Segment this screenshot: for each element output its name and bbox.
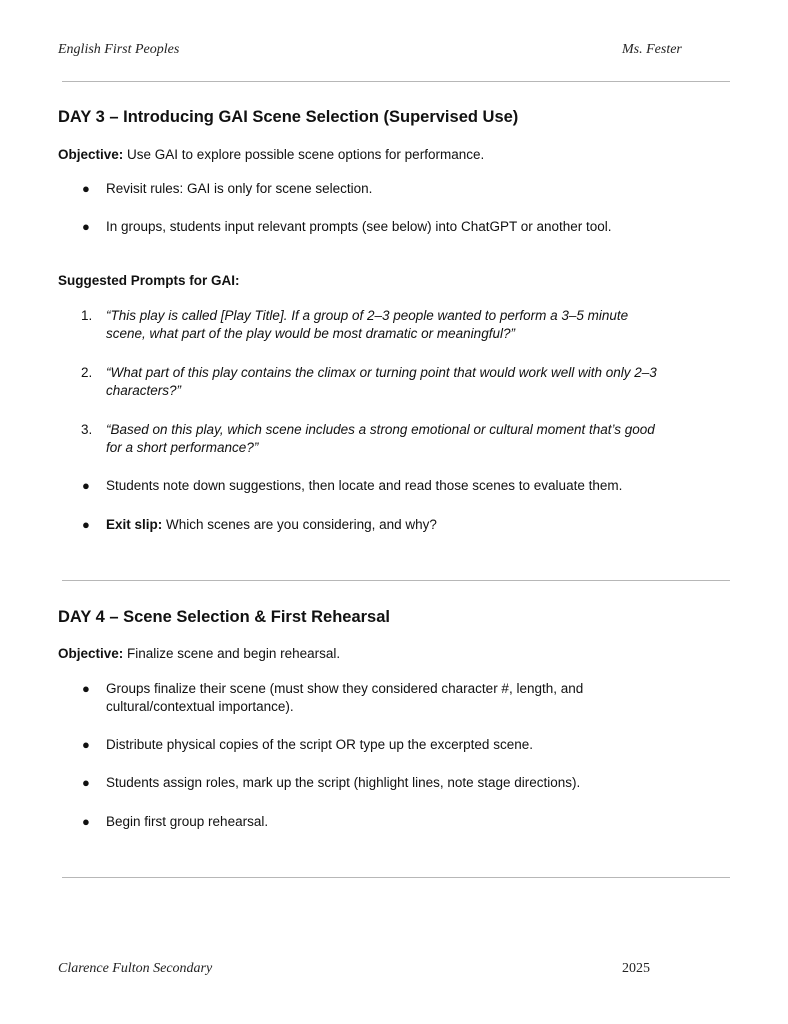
header-divider xyxy=(62,81,730,82)
day4-bullet-1-line-1: Groups finalize their scene (must show they considered character #, length, and xyxy=(106,681,584,696)
prompt-1-line-2: scene, what part of the play would be most dramatic or meaningful?” xyxy=(106,326,515,341)
day3-objective-text: Use GAI to explore possible scene options for performance. xyxy=(123,147,485,162)
day3-objective-label: Objective: xyxy=(58,147,124,162)
prompt-number-2: 2. xyxy=(81,365,93,380)
section-divider xyxy=(62,580,730,581)
prompt-1-line-1: “This play is called [Play Title]. If a group of 2–3 people wanted to perform a 3–5 minute xyxy=(106,308,629,323)
prompt-2-line-1: “What part of this play contains the climax or turning point that would work well with only 2–3 xyxy=(106,365,657,380)
day3-title: DAY 3 – Introducing GAI Scene Selection (Supervised Use) xyxy=(58,108,519,126)
exit-slip-label: Exit slip: xyxy=(106,517,163,532)
bullet-glyph: ● xyxy=(82,775,90,790)
day4-bullet-1-line-2: cultural/contextual importance). xyxy=(106,699,294,714)
day4-objective-label: Objective: xyxy=(58,646,124,661)
prompt-3 xyxy=(106,421,706,457)
bullet-glyph: ● xyxy=(82,181,90,196)
prompts-heading: Suggested Prompts for GAI: xyxy=(58,273,240,288)
day4-bullet-3: Students assign roles, mark up the script (highlight lines, note stage directions). xyxy=(106,775,581,790)
bullet-glyph: ● xyxy=(82,681,90,696)
prompt-3-line-2: for a short performance?” xyxy=(106,440,259,455)
prompt-number-1: 1. xyxy=(81,308,93,323)
day3-bullet-1: Revisit rules: GAI is only for scene selection. xyxy=(106,181,373,196)
prompt-2-line-2: characters?” xyxy=(106,383,182,398)
bullet-glyph: ● xyxy=(82,737,90,752)
prompt-1 xyxy=(106,307,706,343)
day4-bullet-2: Distribute physical copies of the script OR type up the excerpted scene. xyxy=(106,737,533,752)
exit-slip-text: Which scenes are you considering, and why? xyxy=(162,517,437,532)
prompt-number-3: 3. xyxy=(81,422,93,437)
bullet-glyph: ● xyxy=(82,219,90,234)
day3-exit-slip xyxy=(106,516,706,534)
day4-bullet-1 xyxy=(106,680,706,716)
bullet-glyph: ● xyxy=(82,478,90,493)
footer-divider xyxy=(62,877,730,878)
header-course: English First Peoples xyxy=(58,42,180,57)
prompt-2 xyxy=(106,364,706,400)
prompt-3-line-1: “Based on this play, which scene includes a strong emotional or cultural moment that’s good xyxy=(106,422,655,437)
footer-year: 2025 xyxy=(622,961,650,976)
bullet-glyph: ● xyxy=(82,517,90,532)
header-teacher: Ms. Fester xyxy=(622,42,682,57)
bullet-glyph: ● xyxy=(82,814,90,829)
day4-title: DAY 4 – Scene Selection & First Rehearsal xyxy=(58,608,390,626)
footer-school: Clarence Fulton Secondary xyxy=(58,961,213,976)
day3-after-bullet: Students note down suggestions, then locate and read those scenes to evaluate them. xyxy=(106,478,623,493)
day3-bullet-2: In groups, students input relevant prompts (see below) into ChatGPT or another tool. xyxy=(106,219,612,234)
day4-objective xyxy=(58,645,340,663)
day4-bullet-4: Begin first group rehearsal. xyxy=(106,814,269,829)
day4-objective-text: Finalize scene and begin rehearsal. xyxy=(123,646,341,661)
day3-objective xyxy=(58,146,484,164)
